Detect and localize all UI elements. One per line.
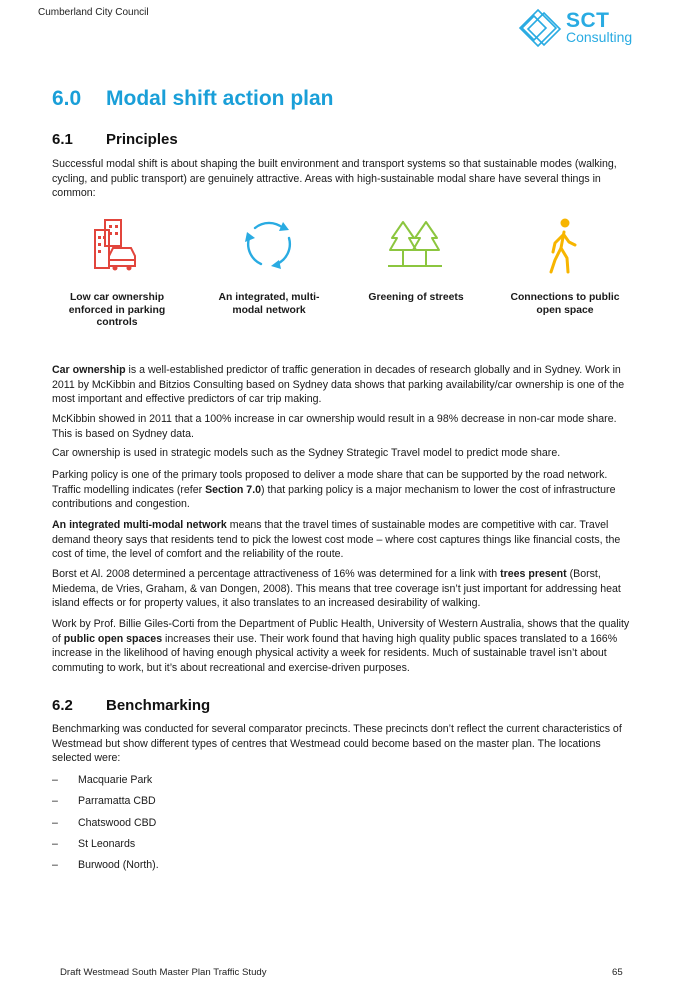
principle-label: Connections to public open space <box>510 292 620 316</box>
walking-person-icon <box>535 216 595 278</box>
paragraph-trees-present: Borst et Al. 2008 determined a percentage attractiveness of 16% was determined for a link with trees present (Borst, Miedema, de Vries, Graham, & van Dongen, 2008). This means that tree coverage isn’t just important for addressing heat island effects or for property values, it also translates to an increased desirability of walking. <box>52 568 621 610</box>
list-item: – Burwood (North). <box>52 859 159 871</box>
footer-document-title: Draft Westmead South Master Plan Traffic Study <box>60 967 267 978</box>
cycle-arrows-icon <box>239 216 299 272</box>
principles-title: Principles <box>106 131 178 148</box>
principle-label: Greening of streets <box>368 292 464 303</box>
principles-intro: Successful modal shift is about shaping the built environment and transport systems so that sustainable modes (walking, cycling, and public transport) are genuinely attractive. Areas with high-sustainable modal share have several things in common: <box>52 158 617 200</box>
benchmarking-intro: Benchmarking was conducted for several comparator precincts. These precincts don’t reflect the current characteristics of Westmead but show different types of centres that Westmead could become based on the master plan. The locations selected were: <box>52 723 622 765</box>
diamond-logo-icon <box>516 8 564 50</box>
list-item: – Parramatta CBD <box>52 795 156 807</box>
footer-page-number: 65 <box>612 967 623 978</box>
benchmarking-heading <box>52 697 210 714</box>
sct-consulting-logo <box>516 8 646 50</box>
logo-text-consulting: Consulting <box>566 29 633 45</box>
header-organisation: Cumberland City Council <box>38 7 149 18</box>
paragraph-parking-policy: Parking policy is one of the primary tools proposed to deliver a mode share that can be supported by the road network. Traffic modelling indicates (refer Section 7.0) that parking policy is a major mechanism to lower the cost of infrastructure contributions and congestion. <box>52 469 616 511</box>
paragraph-multimodal-network: An integrated multi-modal network means that the travel times of sustainable modes are competitive with car. Travel demand theory says that residents tend to pick the lowest cost mode – where cost captures things like financial costs, the cost of time, the level of comfort and the reliability of the route. <box>52 519 621 561</box>
paragraph-car-ownership: Car ownership is a well-established predictor of traffic generation in decades of research globally and in Sydney. Work in 2011 by McKibbin and Bitzios Consulting based on Sydney data shows that parking availability/car ownership is one of the most important and effective predictors of car trip making. <box>52 364 625 406</box>
section-number: 6.0 <box>52 87 82 110</box>
principle-open-space <box>500 216 630 332</box>
paragraph-strategic-models: Car ownership is used in strategic models such as the Sydney Strategic Travel model to predict mode share. <box>52 447 561 459</box>
section-heading <box>52 87 334 111</box>
trees-icon <box>386 216 446 272</box>
principle-greening-streets <box>351 216 481 332</box>
section-title: Modal shift action plan <box>106 87 334 110</box>
principles-number: 6.1 <box>52 131 73 148</box>
list-item: – Chatswood CBD <box>52 817 157 829</box>
benchmarking-title: Benchmarking <box>106 697 211 714</box>
principle-label: An integrated, multi-modal network <box>218 292 320 316</box>
principle-multimodal-network <box>204 216 334 332</box>
buildings-car-icon <box>87 216 147 272</box>
principles-icon-row <box>52 216 634 332</box>
benchmarking-number: 6.2 <box>52 697 73 714</box>
list-item: – St Leonards <box>52 838 136 850</box>
principle-label: Low car ownership enforced in parking controls <box>68 292 166 328</box>
logo-text-sct: SCT <box>566 9 610 32</box>
paragraph-public-open-spaces: Work by Prof. Billie Giles-Corti from the Department of Public Health, University of Western Australia, shows that the quality of public open spaces increases their use. Their work found that having high quality public spaces translated to a 166% increase in the likelihood of having enough physical activity a week for residents. Much of sustainable travel isn’t about commuting to work, but it’s about recreational and exercise-driven purposes. <box>52 618 630 674</box>
principle-car-ownership <box>52 216 182 332</box>
principles-heading <box>52 131 178 148</box>
paragraph-mckibbin: McKibbin showed in 2011 that a 100% increase in car ownership would result in a 98% decrease in non-car mode share. This is based on Sydney data. <box>52 413 617 440</box>
list-item: – Macquarie Park <box>52 774 153 786</box>
